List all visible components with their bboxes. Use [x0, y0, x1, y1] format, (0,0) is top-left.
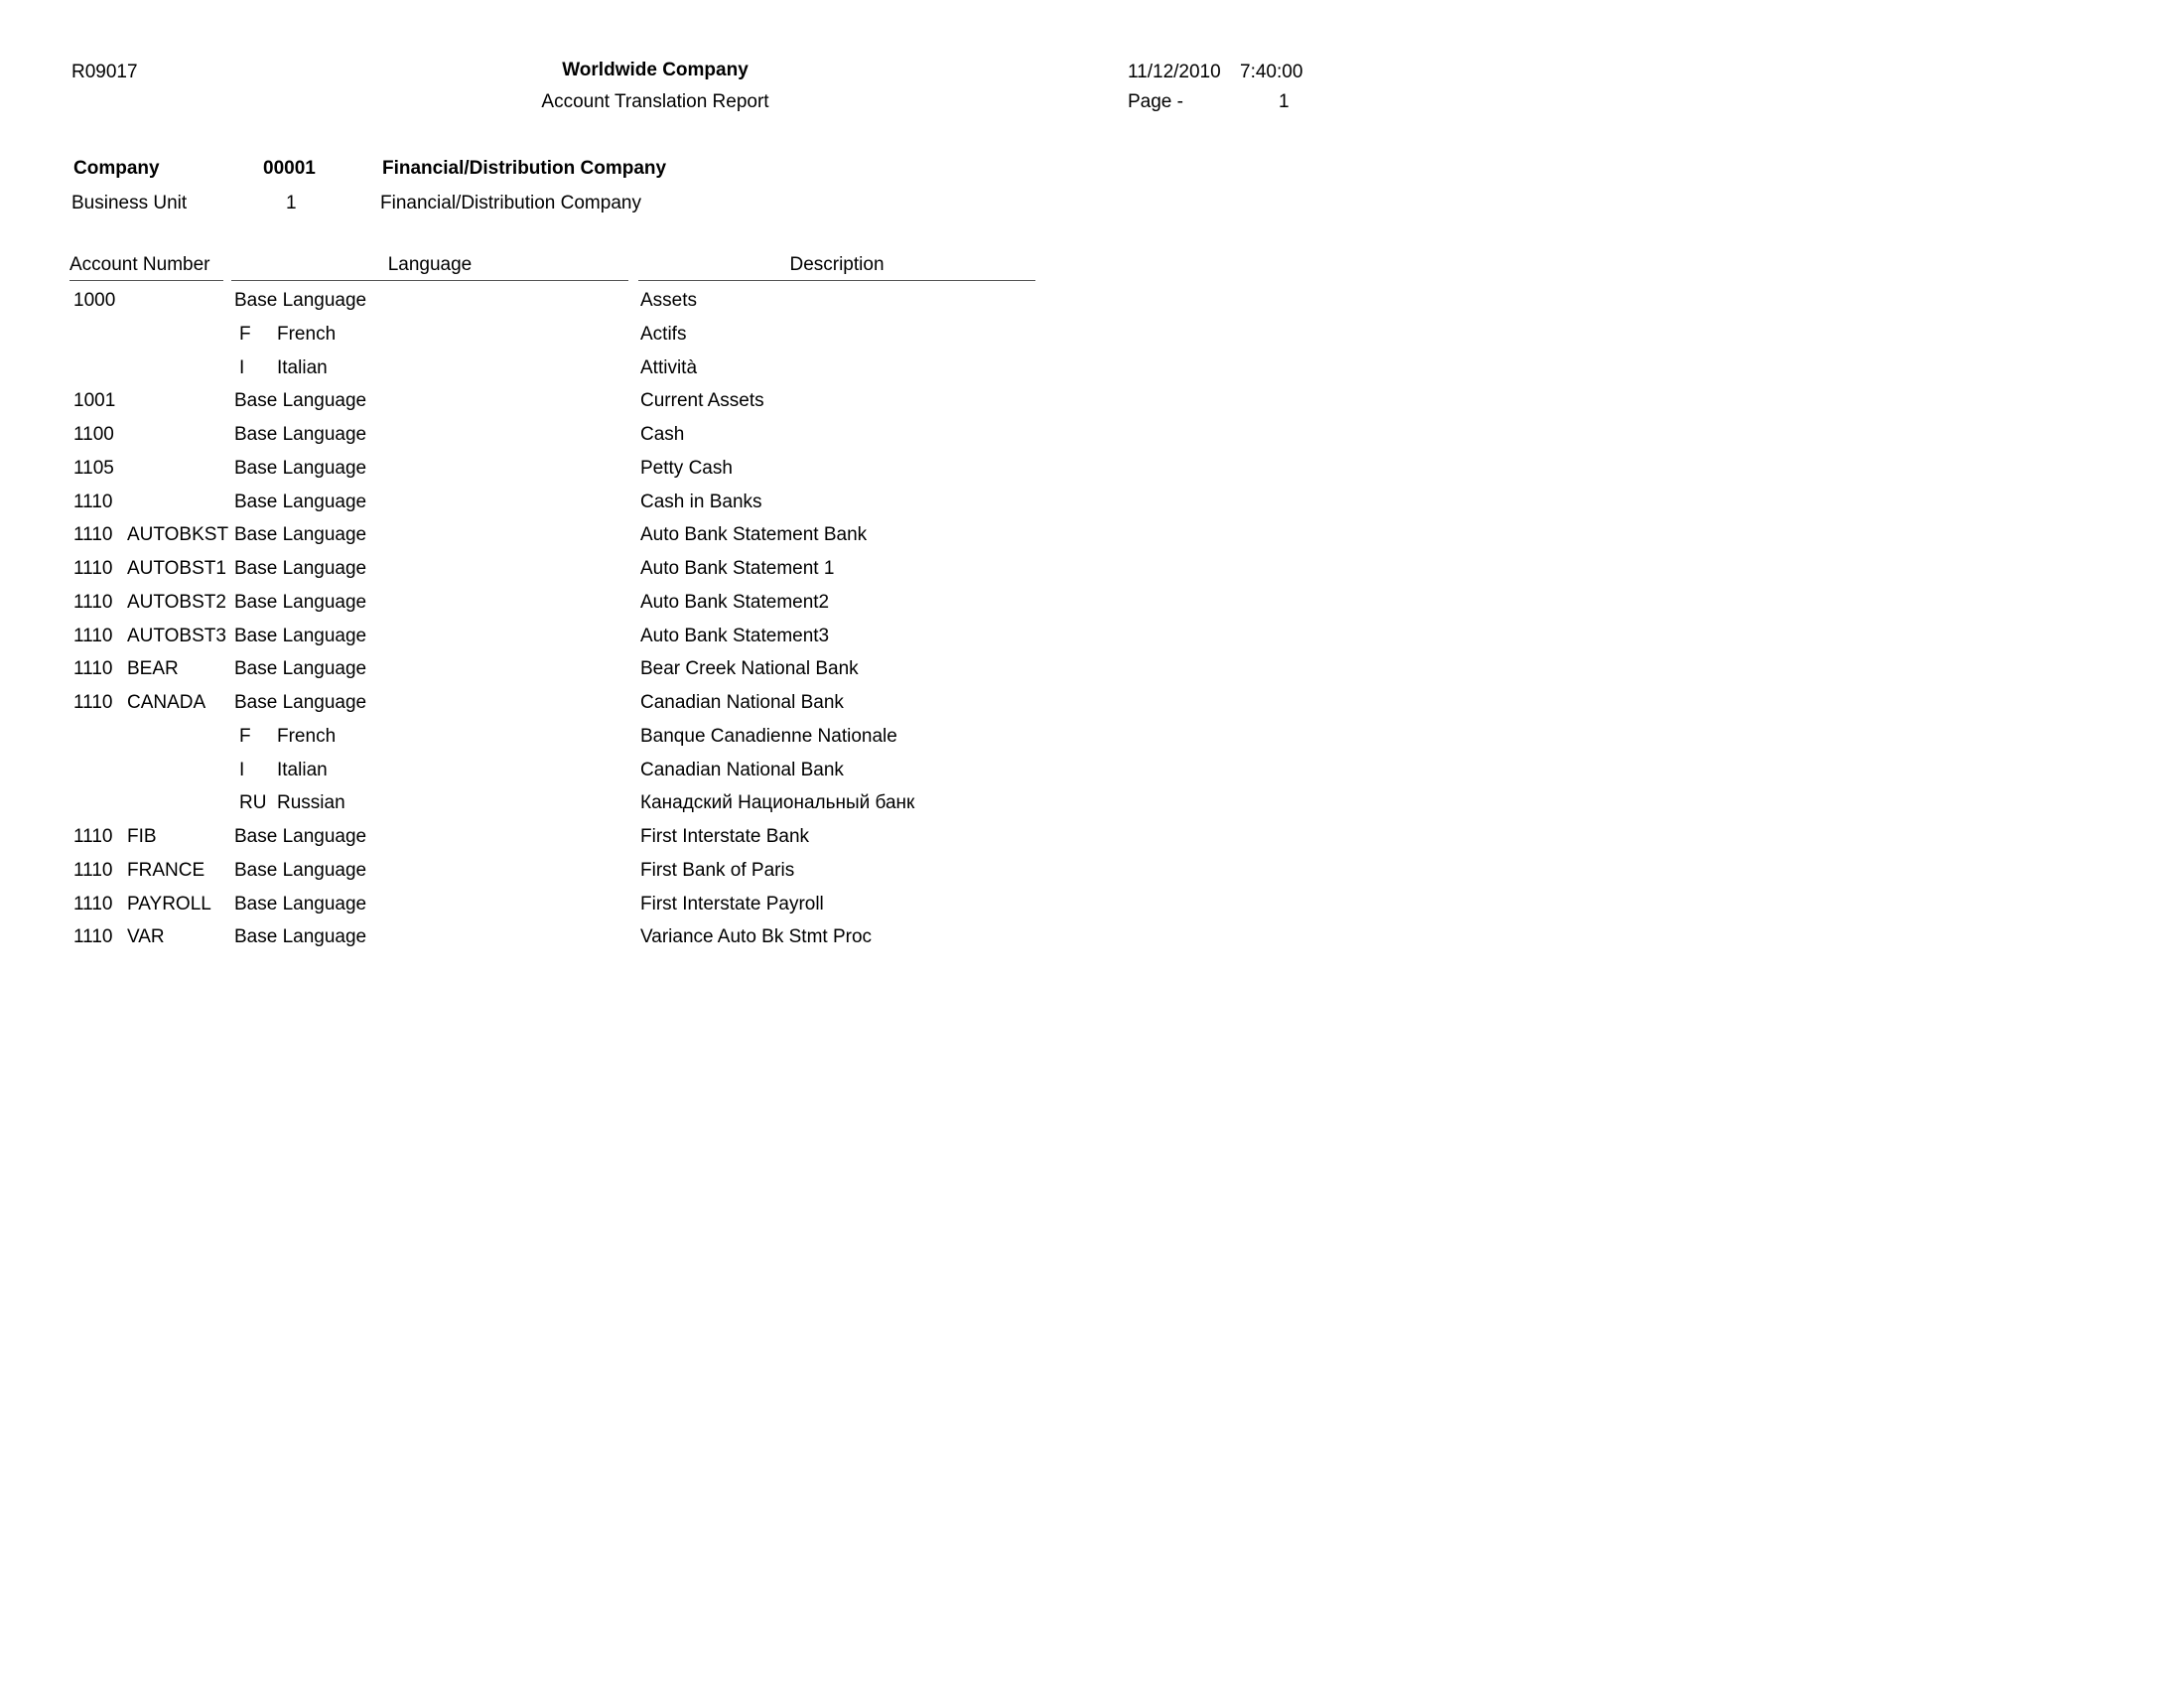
column-rule-description: [638, 280, 1035, 281]
language-name: Base Language: [234, 658, 367, 680]
language-code: I: [239, 356, 245, 378]
company-label: Company: [73, 158, 160, 179]
language-name: Base Language: [234, 625, 367, 646]
language-name: Base Language: [234, 491, 367, 512]
business-unit-name: Financial/Distribution Company: [380, 193, 641, 213]
language-name: Base Language: [234, 926, 367, 948]
account-number: 1110: [73, 591, 113, 613]
page-label: Page -: [1128, 91, 1183, 112]
report-title: Account Translation Report: [541, 91, 769, 112]
language-name: Base Language: [234, 457, 367, 479]
account-subsidiary: AUTOBKST: [127, 524, 229, 546]
language-name: Base Language: [234, 859, 367, 881]
description: Petty Cash: [640, 457, 733, 479]
description: First Interstate Payroll: [640, 893, 824, 914]
language-name: Base Language: [234, 524, 367, 546]
company-name: Financial/Distribution Company: [382, 158, 667, 179]
description: Attività: [640, 356, 698, 378]
column-header-account-number: Account Number: [69, 254, 210, 275]
account-subsidiary: VAR: [127, 926, 165, 948]
description: Auto Bank Statement Bank: [640, 524, 868, 546]
language-name: Italian: [277, 356, 328, 378]
column-rule-account-number: [69, 280, 223, 281]
description: Канадский Национальный банк: [640, 792, 915, 814]
account-subsidiary: BEAR: [127, 658, 179, 680]
account-number: 1110: [73, 859, 113, 881]
account-number: 1110: [73, 926, 113, 948]
language-name: Russian: [277, 792, 345, 814]
account-subsidiary: AUTOBST1: [127, 558, 226, 579]
account-subsidiary: AUTOBST2: [127, 591, 226, 613]
description: Cash in Banks: [640, 491, 762, 512]
description: Canadian National Bank: [640, 692, 844, 713]
account-number: 1110: [73, 625, 113, 646]
language-name: French: [277, 725, 337, 747]
column-header-language: Language: [387, 254, 473, 275]
language-name: Base Language: [234, 290, 367, 311]
business-unit-label: Business Unit: [71, 193, 188, 213]
language-name: Italian: [277, 759, 328, 780]
description: Auto Bank Statement3: [640, 625, 830, 646]
language-code: F: [239, 725, 251, 747]
language-name: French: [277, 323, 337, 345]
report-date: 11/12/2010: [1128, 62, 1221, 82]
description: Variance Auto Bk Stmt Proc: [640, 926, 873, 948]
account-number: 1000: [73, 290, 116, 311]
description: Bear Creek National Bank: [640, 658, 859, 680]
report-time: 7:40:00: [1240, 62, 1303, 82]
column-rule-language: [231, 280, 628, 281]
language-code: F: [239, 323, 251, 345]
description: Assets: [640, 290, 698, 311]
language-name: Base Language: [234, 424, 367, 445]
language-code: I: [239, 759, 245, 780]
report-id: R09017: [71, 62, 138, 82]
account-number: 1110: [73, 524, 113, 546]
account-subsidiary: PAYROLL: [127, 893, 211, 914]
account-subsidiary: AUTOBST3: [127, 625, 226, 646]
account-number: 1100: [73, 424, 114, 445]
column-header-description: Description: [789, 254, 885, 275]
description: Banque Canadienne Nationale: [640, 725, 897, 747]
account-number: 1105: [73, 457, 114, 479]
description: Current Assets: [640, 390, 764, 412]
language-name: Base Language: [234, 591, 367, 613]
language-name: Base Language: [234, 826, 367, 847]
account-number: 1001: [73, 390, 116, 412]
account-subsidiary: FRANCE: [127, 859, 205, 881]
language-code: RU: [239, 792, 267, 814]
description: Auto Bank Statement2: [640, 591, 830, 613]
account-number: 1110: [73, 658, 113, 680]
account-number: 1110: [73, 491, 113, 512]
language-name: Base Language: [234, 390, 367, 412]
description: Cash: [640, 424, 685, 445]
account-subsidiary: CANADA: [127, 692, 206, 713]
description: Canadian National Bank: [640, 759, 844, 780]
description: First Bank of Paris: [640, 859, 795, 881]
account-number: 1110: [73, 826, 113, 847]
company-title: Worldwide Company: [562, 60, 749, 80]
account-number: 1110: [73, 893, 113, 914]
page-number: 1: [1279, 91, 1290, 112]
company-code: 00001: [263, 158, 316, 179]
account-number: 1110: [73, 558, 113, 579]
language-name: Base Language: [234, 692, 367, 713]
description: First Interstate Bank: [640, 826, 810, 847]
language-name: Base Language: [234, 893, 367, 914]
language-name: Base Language: [234, 558, 367, 579]
business-unit-code: 1: [286, 193, 297, 213]
description: Auto Bank Statement 1: [640, 558, 835, 579]
description: Actifs: [640, 323, 687, 345]
account-subsidiary: FIB: [127, 826, 157, 847]
account-number: 1110: [73, 692, 113, 713]
